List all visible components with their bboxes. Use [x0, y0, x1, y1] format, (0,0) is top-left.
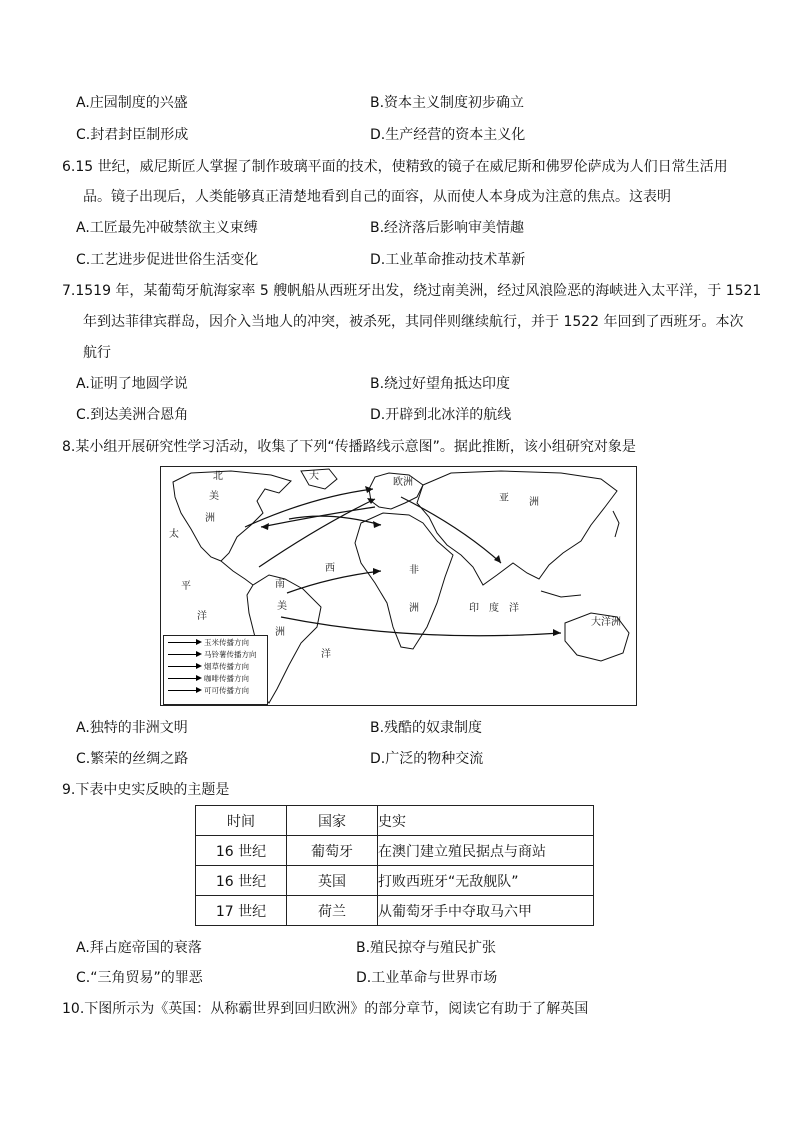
option-5b: B.资本主义制度初步确立 [370, 95, 525, 111]
question-7-stem-line1: 7.1519 年，某葡萄牙航海家率 5 艘帆船从西班牙出发，绕过南美洲，经过风浪险恶的海峡进入太平洋，于 1521 [62, 283, 762, 299]
map-label-north-america-1: 北 [213, 471, 223, 482]
spread-arrow-5 [281, 617, 561, 636]
option-6d: D.工业革命推动技术革新 [370, 252, 526, 268]
map-label-oceania: 大洋洲 [591, 617, 621, 628]
option-5a: A.庄园制度的兴盛 [76, 95, 188, 111]
option-6a: A.工匠最先冲破禁欲主义束缚 [76, 220, 258, 236]
question-7-stem-line3: 航行 [83, 345, 111, 361]
option-5d: D.生产经营的资本主义化 [370, 127, 526, 143]
table-cell: 英国 [287, 866, 378, 896]
table-row [196, 896, 594, 926]
option-7b: B.绕过好望角抵达印度 [370, 376, 511, 392]
map-label-indian-ocean-3: 洋 [509, 603, 519, 614]
table-row [196, 836, 594, 866]
crop-spread-map [160, 466, 637, 706]
table-cell: 16 世纪 [196, 836, 287, 866]
option-5c: C.封君封臣制形成 [76, 127, 189, 143]
question-8-stem: 8.某小组开展研究性学习活动，收集了下列“传播路线示意图”。据此推断，该小组研究对象是 [62, 439, 636, 455]
option-8d: D.广泛的物种交流 [370, 751, 484, 767]
map-label-europe: 欧洲 [393, 477, 413, 488]
map-label-south-america-3: 洲 [275, 627, 285, 638]
legend-item: 咖啡传播方向 [164, 674, 267, 684]
legend-item: 马铃薯传播方向 [164, 650, 267, 660]
legend-item: 可可传播方向 [164, 686, 267, 696]
map-label-ocean-south: 洋 [321, 649, 331, 660]
table-cell: 打败西班牙“无敌舰队” [378, 866, 594, 896]
map-label-south-america-1: 南 [275, 579, 285, 590]
legend-item: 烟草传播方向 [164, 662, 267, 672]
spread-arrow-1 [245, 489, 373, 527]
question-7-stem-line2: 年到达菲律宾群岛，因介入当地人的冲突，被杀死，其同伴则继续航行，并于 1522 年回到了西班牙。本次 [83, 314, 744, 330]
map-label-pacific-2: 平 [181, 581, 191, 592]
table-cell: 在澳门建立殖民据点与商站 [378, 836, 594, 866]
table-row [196, 866, 594, 896]
map-label-north-america-2: 美 [209, 491, 219, 502]
map-label-north-america-3: 洲 [205, 513, 215, 524]
option-6b: B.经济落后影响审美情趣 [370, 220, 525, 236]
option-7a: A.证明了地圆学说 [76, 376, 188, 392]
option-6c: C.工艺进步促进世俗生活变化 [76, 252, 259, 268]
map-label-asia-2: 洲 [529, 497, 539, 508]
map-label-west: 西 [325, 563, 335, 574]
question-6-stem-line2: 品。镜子出现后，人类能够真正清楚地看到自己的面容，从而使人本身成为注意的焦点。这表明 [83, 189, 671, 205]
table-cell: 16 世纪 [196, 866, 287, 896]
table-header-cell: 时间 [196, 806, 287, 836]
map-label-indian-ocean-2: 度 [489, 603, 499, 614]
map-legend [163, 635, 268, 705]
table-cell: 葡萄牙 [287, 836, 378, 866]
map-label-indian-ocean-1: 印 [469, 603, 479, 614]
map-label-pacific-1: 太 [169, 529, 179, 540]
option-9c: C.“三角贸易”的罪恶 [76, 970, 203, 986]
question-9-stem: 9.下表中史实反映的主题是 [62, 782, 230, 798]
table-header-cell: 史实 [378, 806, 594, 836]
option-8b: B.残酷的奴隶制度 [370, 720, 483, 736]
map-label-africa-2: 洲 [409, 603, 419, 614]
spread-arrow-4 [287, 571, 381, 593]
option-9d: D.工业革命与世界市场 [356, 970, 498, 986]
table-header-row [196, 806, 594, 836]
question-6-stem-line1: 6.15 世纪，威尼斯匠人掌握了制作玻璃平面的技术，使精致的镜子在威尼斯和佛罗伦萨成为人们日常生活用 [62, 159, 728, 175]
option-8a: A.独特的非洲文明 [76, 720, 188, 736]
option-8c: C.繁荣的丝绸之路 [76, 751, 189, 767]
option-7c: C.到达美洲合恩角 [76, 407, 189, 423]
map-label-asia-1: 亚 [499, 493, 509, 504]
history-table [195, 805, 594, 926]
map-label-africa-1: 非 [409, 565, 419, 576]
option-9a: A.拜占庭帝国的衰落 [76, 940, 202, 956]
map-label-south-america-2: 美 [277, 601, 287, 612]
map-label-pacific-3: 洋 [197, 611, 207, 622]
table-header-cell: 国家 [287, 806, 378, 836]
spread-arrow-3 [261, 507, 375, 527]
legend-item: 玉米传播方向 [164, 638, 267, 648]
question-10-stem: 10.下图所示为《英国：从称霸世界到回归欧洲》的部分章节，阅读它有助于了解英国 [62, 1001, 589, 1017]
option-9b: B.殖民掠夺与殖民扩张 [356, 940, 497, 956]
map-label-atlantic: 大 [309, 471, 319, 482]
option-7d: D.开辟到北冰洋的航线 [370, 407, 512, 423]
table-cell: 17 世纪 [196, 896, 287, 926]
table-cell: 从葡萄牙手中夺取马六甲 [378, 896, 594, 926]
table-cell: 荷兰 [287, 896, 378, 926]
